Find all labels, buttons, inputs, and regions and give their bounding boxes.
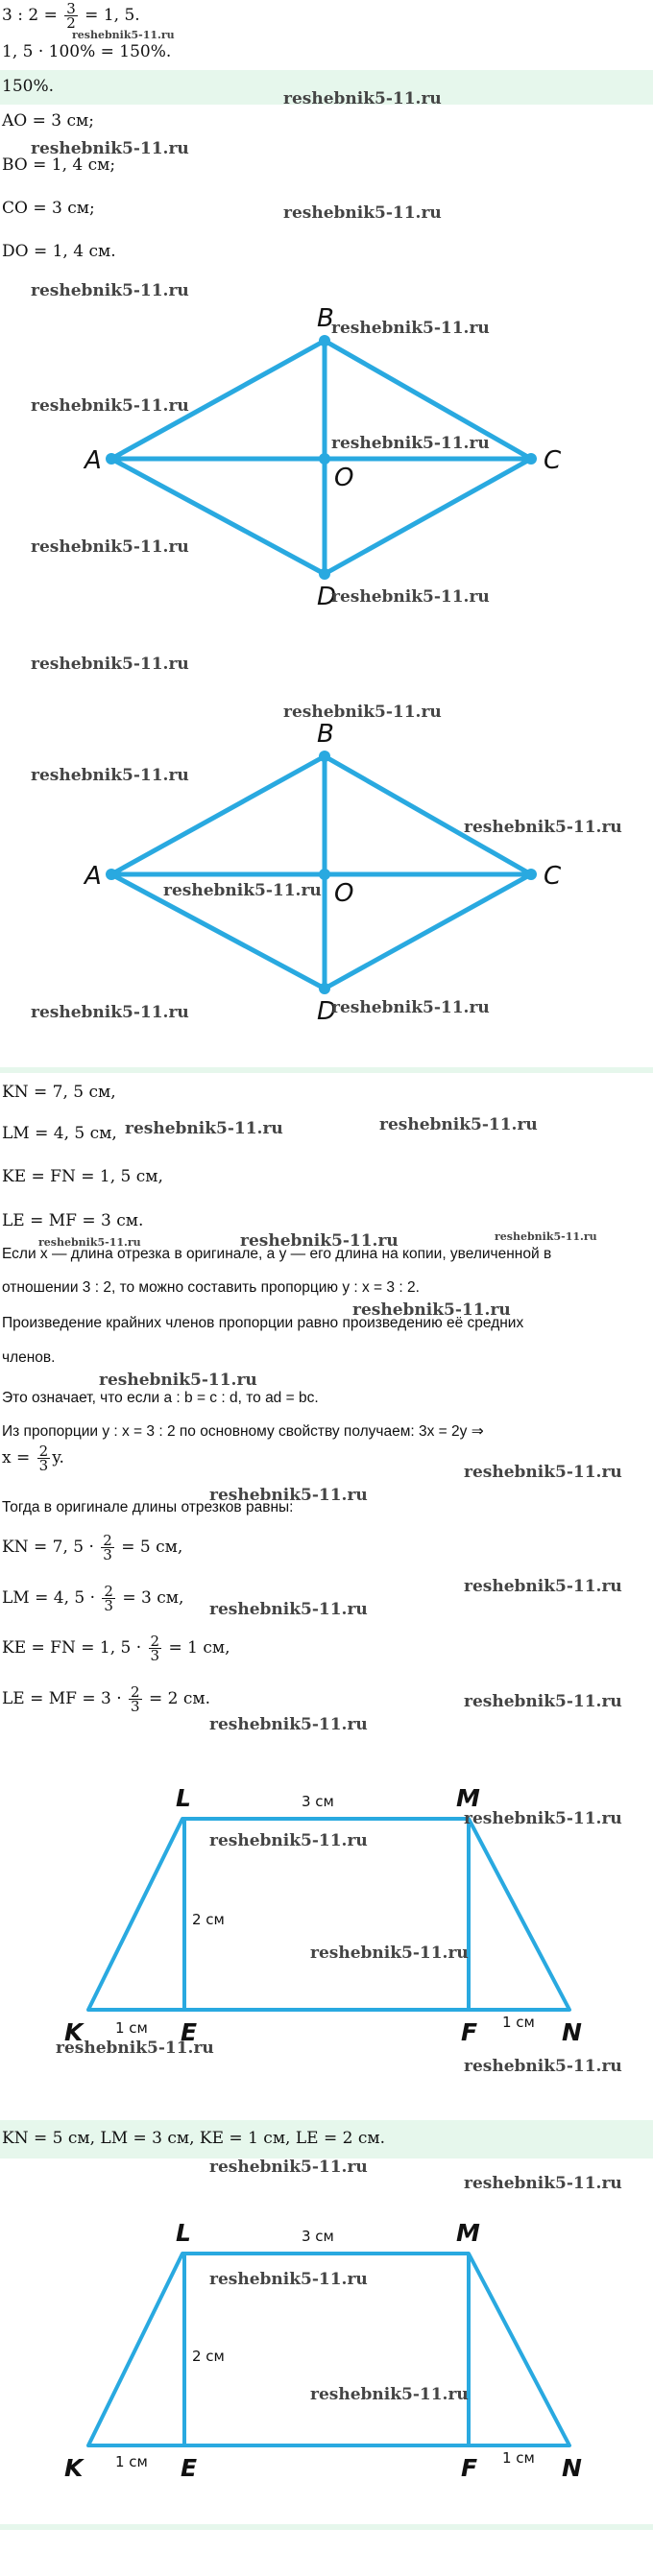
label-k: K — [64, 2018, 84, 2046]
left-segment-length: 1 см — [115, 2453, 148, 2470]
result-le-prefix: LE = MF = 3 · — [2, 1689, 128, 1708]
watermark: reshebnik5-11.ru — [31, 766, 189, 785]
watermark: reshebnik5-11.ru — [163, 881, 322, 900]
paragraph-2: отношении 3 : 2, то можно составить пропорцию y : x = 3 : 2. — [2, 1279, 420, 1296]
do-line: DO = 1, 4 см. — [2, 242, 116, 261]
left-segment-length: 1 см — [115, 2019, 148, 2037]
result-le — [2, 1685, 210, 1713]
watermark: reshebnik5-11.ru — [464, 1463, 622, 1482]
watermark: reshebnik5-11.ru — [352, 1300, 511, 1320]
ratio-numerator: 3 — [66, 0, 76, 17]
label-o: O — [334, 464, 354, 492]
label-n: N — [562, 2454, 582, 2481]
watermark: reshebnik5-11.ru — [209, 2270, 368, 2289]
watermark: reshebnik5-11.ru — [31, 1003, 189, 1022]
label-f: F — [461, 2454, 478, 2481]
watermark: reshebnik5-11.ru — [464, 1577, 622, 1596]
section-divider-2 — [0, 2524, 653, 2530]
label-f: F — [461, 2018, 478, 2046]
paragraph-6: Из пропорции y : x = 3 : 2 по основному свойству получаем: 3x = 2y ⇒ — [2, 1423, 484, 1440]
answer-1: 150%. — [2, 77, 55, 96]
ke-line: KE = FN = 1, 5 см, — [2, 1167, 163, 1186]
watermark: reshebnik5-11.ru — [209, 1486, 368, 1505]
label-o: O — [334, 879, 354, 908]
result-kn-fraction — [101, 1534, 114, 1562]
watermark: reshebnik5-11.ru — [56, 2039, 214, 2058]
kn-line: KN = 7, 5 см, — [2, 1083, 116, 1102]
label-n: N — [562, 2018, 582, 2046]
ratio-suffix: = 1, 5. — [79, 6, 140, 25]
co-line: CO = 3 см; — [2, 199, 95, 218]
height-length: 2 см — [192, 1911, 225, 1928]
watermark: reshebnik5-11.ru — [72, 29, 175, 41]
label-m: M — [456, 2219, 480, 2247]
x-formula-numerator: 2 — [38, 1443, 49, 1460]
top-length: 3 см — [302, 1793, 334, 1810]
x-formula-denominator: 3 — [38, 1457, 49, 1474]
paragraph-5: Это означает, что если a : b = c : d, то ad = bc. — [2, 1390, 319, 1406]
label-d: D — [317, 583, 337, 611]
watermark: reshebnik5-11.ru — [331, 434, 490, 453]
result-kn-prefix: KN = 7, 5 · — [2, 1538, 100, 1557]
ratio-prefix: 3 : 2 = — [2, 6, 63, 25]
watermark: reshebnik5-11.ru — [31, 655, 189, 674]
label-d: D — [317, 997, 337, 1026]
result-kn — [2, 1534, 182, 1562]
x-formula — [2, 1444, 64, 1472]
label-e: E — [181, 2018, 198, 2046]
bo-line: BO = 1, 4 см; — [2, 155, 116, 175]
ratio-denominator: 2 — [66, 14, 76, 32]
x-formula-fraction — [37, 1444, 51, 1472]
watermark: reshebnik5-11.ru — [464, 2174, 622, 2193]
watermark: reshebnik5-11.ru — [31, 139, 189, 158]
result-ke-prefix: KE = FN = 1, 5 · — [2, 1638, 147, 1658]
result-lm — [2, 1585, 183, 1612]
label-k: K — [64, 2454, 84, 2481]
label-a: A — [85, 862, 102, 891]
result-ke-fraction — [149, 1634, 162, 1662]
label-e: E — [181, 2454, 198, 2481]
watermark: reshebnik5-11.ru — [31, 281, 189, 300]
rhombus-diagram-2 — [0, 715, 653, 1027]
top-length: 3 см — [302, 2228, 334, 2245]
watermark: reshebnik5-11.ru — [99, 1371, 257, 1390]
result-lm-prefix: LM = 4, 5 · — [2, 1588, 101, 1608]
label-c: C — [544, 862, 562, 891]
watermark: reshebnik5-11.ru — [310, 2385, 469, 2404]
watermark: reshebnik5-11.ru — [38, 1236, 141, 1249]
right-segment-length: 1 см — [502, 2449, 535, 2467]
frac-den: 3 — [104, 1597, 113, 1614]
watermark: reshebnik5-11.ru — [209, 1831, 368, 1850]
frac-num: 2 — [150, 1633, 160, 1650]
x-formula-prefix: x = — [2, 1448, 36, 1467]
ratio-fraction — [64, 2, 78, 30]
paragraph-8: Тогда в оригинале длины отрезков равны: — [2, 1499, 294, 1515]
watermark: reshebnik5-11.ru — [310, 1944, 469, 1963]
watermark: reshebnik5-11.ru — [464, 1809, 622, 1828]
result-lm-fraction — [102, 1585, 115, 1612]
result-ke — [2, 1634, 230, 1662]
label-b: B — [317, 304, 334, 333]
watermark: reshebnik5-11.ru — [283, 89, 442, 108]
paragraph-3: Произведение крайних членов пропорции равно произведению её средних — [2, 1315, 524, 1331]
ao-line: AO = 3 см; — [2, 111, 94, 131]
watermark: reshebnik5-11.ru — [283, 703, 442, 722]
watermark: reshebnik5-11.ru — [283, 203, 442, 223]
frac-num: 2 — [104, 1583, 113, 1600]
watermark: reshebnik5-11.ru — [464, 818, 622, 837]
label-a: A — [85, 446, 102, 475]
watermark: reshebnik5-11.ru — [379, 1115, 538, 1134]
x-formula-suffix: y. — [52, 1448, 64, 1467]
paragraph-1: Если x — длина отрезка в оригинале, а y — его длина на копии, увеличенной в — [2, 1246, 552, 1262]
watermark: reshebnik5-11.ru — [209, 2158, 368, 2177]
result-lm-suffix: = 3 см, — [116, 1588, 184, 1608]
watermark: reshebnik5-11.ru — [464, 1692, 622, 1711]
rhombus-diagram-1 — [0, 298, 653, 624]
result-kn-suffix: = 5 см, — [115, 1538, 183, 1557]
result-le-fraction — [129, 1685, 142, 1713]
ratio-line — [2, 2, 140, 30]
frac-num: 2 — [131, 1683, 140, 1701]
frac-den: 3 — [103, 1546, 112, 1563]
watermark: reshebnik5-11.ru — [331, 587, 490, 607]
answer-2: KN = 5 см, LM = 3 см, KE = 1 см, LE = 2 см. — [2, 2129, 385, 2148]
height-length: 2 см — [192, 2348, 225, 2365]
trapezoid-diagram-2 — [0, 2207, 653, 2481]
label-c: C — [544, 446, 562, 475]
watermark: reshebnik5-11.ru — [331, 319, 490, 338]
watermark: reshebnik5-11.ru — [209, 1600, 368, 1619]
label-b: B — [317, 720, 334, 749]
paragraph-4: членов. — [2, 1349, 56, 1366]
right-segment-length: 1 см — [502, 2014, 535, 2031]
watermark: reshebnik5-11.ru — [240, 1231, 399, 1251]
percent-line: 1, 5 · 100% = 150%. — [2, 42, 172, 61]
lm-line: LM = 4, 5 см, — [2, 1124, 117, 1143]
watermark: reshebnik5-11.ru — [31, 396, 189, 416]
watermark: reshebnik5-11.ru — [331, 998, 490, 1017]
watermark: reshebnik5-11.ru — [209, 1715, 368, 1734]
result-ke-suffix: = 1 см, — [163, 1638, 230, 1658]
le-line: LE = MF = 3 см. — [2, 1211, 144, 1230]
watermark: reshebnik5-11.ru — [125, 1119, 283, 1138]
result-le-suffix: = 2 см. — [143, 1689, 211, 1708]
watermark: reshebnik5-11.ru — [464, 2057, 622, 2076]
frac-den: 3 — [131, 1698, 140, 1715]
frac-den: 3 — [150, 1647, 160, 1664]
label-l: L — [176, 2219, 191, 2247]
watermark: reshebnik5-11.ru — [495, 1230, 597, 1243]
frac-num: 2 — [103, 1532, 112, 1549]
section-divider-1 — [0, 1067, 653, 1073]
label-m: M — [456, 1784, 480, 1812]
label-l: L — [176, 1784, 191, 1812]
watermark: reshebnik5-11.ru — [31, 537, 189, 557]
